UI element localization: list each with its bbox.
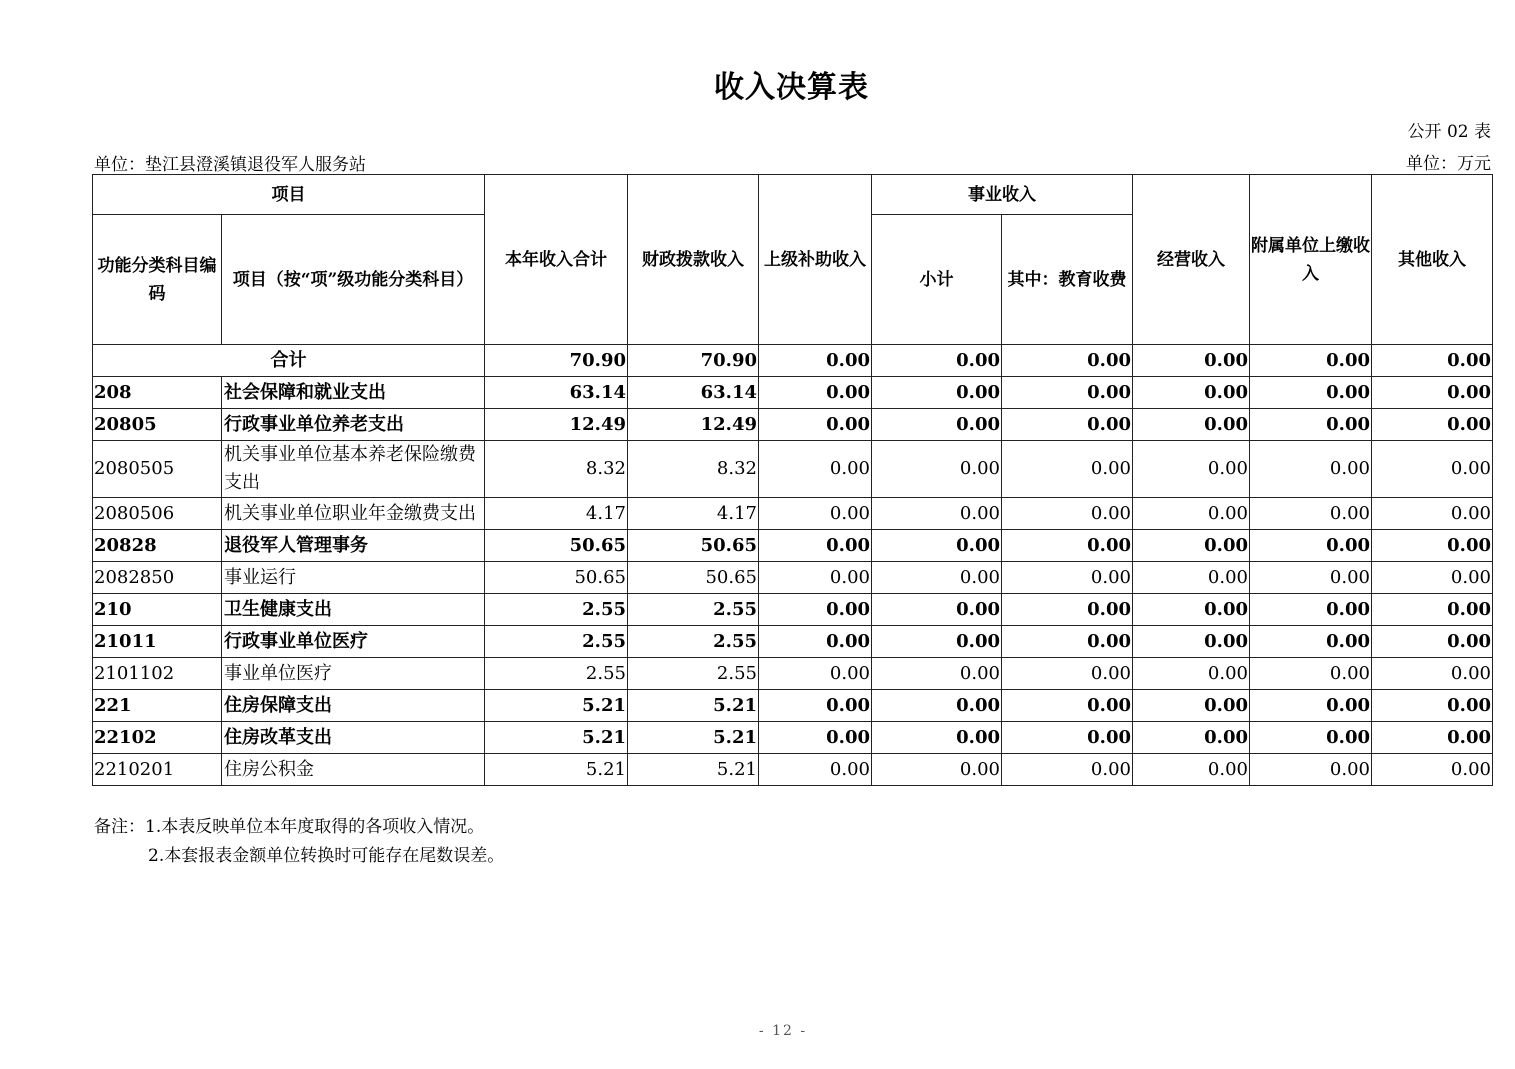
cell-operating: 0.00 — [1133, 658, 1250, 690]
cell-business-edu: 0.00 — [1002, 658, 1133, 690]
table-row — [93, 562, 1493, 594]
cell-fiscal: 5.21 — [628, 754, 759, 786]
cell-affiliated: 0.00 — [1250, 409, 1372, 441]
cell-business-subtotal: 0.00 — [872, 626, 1002, 658]
total-business-edu: 0.00 — [1002, 345, 1133, 377]
cell-business-edu: 0.00 — [1002, 530, 1133, 562]
form-number: 公开 02 表 — [1407, 122, 1491, 142]
cell-other: 0.00 — [1372, 377, 1493, 409]
cell-other: 0.00 — [1372, 530, 1493, 562]
cell-business-edu: 0.00 — [1002, 562, 1133, 594]
total-operating: 0.00 — [1133, 345, 1250, 377]
cell-superior: 0.00 — [759, 498, 872, 530]
table-row — [93, 498, 1493, 530]
note-1: 备注：1.本表反映单位本年度取得的各项收入情况。 — [94, 817, 485, 837]
table-row — [93, 409, 1493, 441]
cell-other: 0.00 — [1372, 594, 1493, 626]
cell-total: 5.21 — [485, 690, 628, 722]
cell-name: 事业单位医疗 — [222, 658, 485, 690]
cell-affiliated: 0.00 — [1250, 690, 1372, 722]
cell-code: 2080505 — [93, 441, 222, 498]
cell-superior: 0.00 — [759, 530, 872, 562]
total-superior: 0.00 — [759, 345, 872, 377]
cell-superior: 0.00 — [759, 626, 872, 658]
cell-total: 63.14 — [485, 377, 628, 409]
cell-affiliated: 0.00 — [1250, 658, 1372, 690]
cell-operating: 0.00 — [1133, 754, 1250, 786]
unit-name: 单位：垫江县澄溪镇退役军人服务站 — [94, 155, 366, 175]
cell-total: 2.55 — [485, 658, 628, 690]
cell-total: 50.65 — [485, 530, 628, 562]
cell-affiliated: 0.00 — [1250, 722, 1372, 754]
cell-name: 机关事业单位基本养老保险缴费支出 — [222, 441, 485, 498]
cell-affiliated: 0.00 — [1250, 754, 1372, 786]
cell-business-subtotal: 0.00 — [872, 530, 1002, 562]
cell-other: 0.00 — [1372, 498, 1493, 530]
cell-fiscal: 12.49 — [628, 409, 759, 441]
cell-name: 机关事业单位职业年金缴费支出 — [222, 498, 485, 530]
cell-business-edu: 0.00 — [1002, 594, 1133, 626]
cell-name: 住房改革支出 — [222, 722, 485, 754]
cell-business-subtotal: 0.00 — [872, 722, 1002, 754]
cell-total: 5.21 — [485, 754, 628, 786]
header-business-edu: 其中：教育收费 — [1002, 215, 1133, 345]
table-row — [93, 594, 1493, 626]
table-row — [93, 441, 1493, 498]
cell-business-edu: 0.00 — [1002, 626, 1133, 658]
cell-code: 208 — [93, 377, 222, 409]
table-body — [93, 345, 1493, 786]
header-fiscal: 财政拨款收入 — [628, 175, 759, 345]
cell-operating: 0.00 — [1133, 562, 1250, 594]
cell-code: 21011 — [93, 626, 222, 658]
cell-total: 4.17 — [485, 498, 628, 530]
cell-code: 22102 — [93, 722, 222, 754]
cell-name: 社会保障和就业支出 — [222, 377, 485, 409]
cell-business-edu: 0.00 — [1002, 441, 1133, 498]
cell-fiscal: 4.17 — [628, 498, 759, 530]
total-other: 0.00 — [1372, 345, 1493, 377]
header-affiliated: 附属单位上缴收入 — [1250, 175, 1372, 345]
cell-business-subtotal: 0.00 — [872, 562, 1002, 594]
note-2: 2.本套报表金额单位转换时可能存在尾数误差。 — [148, 846, 505, 866]
cell-total: 2.55 — [485, 594, 628, 626]
cell-operating: 0.00 — [1133, 498, 1250, 530]
cell-code: 221 — [93, 690, 222, 722]
cell-business-subtotal: 0.00 — [872, 594, 1002, 626]
cell-total: 8.32 — [485, 441, 628, 498]
cell-operating: 0.00 — [1133, 409, 1250, 441]
cell-fiscal: 5.21 — [628, 722, 759, 754]
cell-other: 0.00 — [1372, 626, 1493, 658]
cell-superior: 0.00 — [759, 690, 872, 722]
cell-business-edu: 0.00 — [1002, 690, 1133, 722]
cell-affiliated: 0.00 — [1250, 441, 1372, 498]
cell-code: 2210201 — [93, 754, 222, 786]
cell-code: 210 — [93, 594, 222, 626]
cell-operating: 0.00 — [1133, 530, 1250, 562]
cell-fiscal: 5.21 — [628, 690, 759, 722]
cell-superior: 0.00 — [759, 754, 872, 786]
cell-superior: 0.00 — [759, 377, 872, 409]
cell-total: 50.65 — [485, 562, 628, 594]
cell-affiliated: 0.00 — [1250, 594, 1372, 626]
header-name: 项目（按“项”级功能分类科目） — [222, 215, 485, 345]
cell-business-edu: 0.00 — [1002, 722, 1133, 754]
page-number: - 12 - — [758, 1023, 808, 1039]
header-total: 本年收入合计 — [485, 175, 628, 345]
cell-fiscal: 63.14 — [628, 377, 759, 409]
cell-other: 0.00 — [1372, 409, 1493, 441]
cell-operating: 0.00 — [1133, 594, 1250, 626]
currency-unit: 单位：万元 — [1406, 154, 1491, 174]
cell-business-edu: 0.00 — [1002, 498, 1133, 530]
header-other: 其他收入 — [1372, 175, 1493, 345]
table-header — [93, 175, 1493, 345]
cell-code: 20828 — [93, 530, 222, 562]
cell-other: 0.00 — [1372, 690, 1493, 722]
cell-name: 卫生健康支出 — [222, 594, 485, 626]
cell-superior: 0.00 — [759, 562, 872, 594]
cell-affiliated: 0.00 — [1250, 562, 1372, 594]
header-operating: 经营收入 — [1133, 175, 1250, 345]
cell-total: 2.55 — [485, 626, 628, 658]
cell-other: 0.00 — [1372, 658, 1493, 690]
total-label: 合计 — [93, 345, 485, 377]
cell-superior: 0.00 — [759, 409, 872, 441]
cell-superior: 0.00 — [759, 594, 872, 626]
cell-total: 12.49 — [485, 409, 628, 441]
cell-fiscal: 8.32 — [628, 441, 759, 498]
cell-code: 2082850 — [93, 562, 222, 594]
cell-operating: 0.00 — [1133, 722, 1250, 754]
table-row — [93, 754, 1493, 786]
cell-superior: 0.00 — [759, 722, 872, 754]
cell-affiliated: 0.00 — [1250, 377, 1372, 409]
total-total: 70.90 — [485, 345, 628, 377]
cell-code: 2101102 — [93, 658, 222, 690]
header-item: 项目 — [93, 175, 485, 215]
table-row — [93, 722, 1493, 754]
cell-other: 0.00 — [1372, 562, 1493, 594]
cell-business-subtotal: 0.00 — [872, 377, 1002, 409]
cell-fiscal: 2.55 — [628, 626, 759, 658]
total-affiliated: 0.00 — [1250, 345, 1372, 377]
header-superior: 上级补助收入 — [759, 175, 872, 345]
cell-affiliated: 0.00 — [1250, 626, 1372, 658]
cell-business-subtotal: 0.00 — [872, 754, 1002, 786]
cell-code: 20805 — [93, 409, 222, 441]
cell-name: 住房公积金 — [222, 754, 485, 786]
cell-business-subtotal: 0.00 — [872, 658, 1002, 690]
table-row — [93, 377, 1493, 409]
cell-name: 退役军人管理事务 — [222, 530, 485, 562]
cell-operating: 0.00 — [1133, 690, 1250, 722]
total-fiscal: 70.90 — [628, 345, 759, 377]
cell-business-edu: 0.00 — [1002, 409, 1133, 441]
table-row — [93, 626, 1493, 658]
header-business: 事业收入 — [872, 175, 1133, 215]
cell-operating: 0.00 — [1133, 441, 1250, 498]
cell-code: 2080506 — [93, 498, 222, 530]
page-title: 收入决算表 — [714, 70, 869, 105]
cell-affiliated: 0.00 — [1250, 498, 1372, 530]
cell-business-subtotal: 0.00 — [872, 498, 1002, 530]
cell-other: 0.00 — [1372, 441, 1493, 498]
table-row — [93, 690, 1493, 722]
cell-business-subtotal: 0.00 — [872, 690, 1002, 722]
header-code: 功能分类科目编码 — [93, 215, 222, 345]
cell-name: 行政事业单位医疗 — [222, 626, 485, 658]
cell-name: 住房保障支出 — [222, 690, 485, 722]
income-table — [92, 174, 1493, 786]
cell-business-edu: 0.00 — [1002, 377, 1133, 409]
table-row — [93, 658, 1493, 690]
cell-operating: 0.00 — [1133, 377, 1250, 409]
cell-superior: 0.00 — [759, 658, 872, 690]
cell-name: 行政事业单位养老支出 — [222, 409, 485, 441]
cell-business-subtotal: 0.00 — [872, 441, 1002, 498]
cell-fiscal: 2.55 — [628, 594, 759, 626]
total-business-subtotal: 0.00 — [872, 345, 1002, 377]
cell-name: 事业运行 — [222, 562, 485, 594]
cell-business-edu: 0.00 — [1002, 754, 1133, 786]
cell-superior: 0.00 — [759, 441, 872, 498]
cell-other: 0.00 — [1372, 722, 1493, 754]
cell-affiliated: 0.00 — [1250, 530, 1372, 562]
cell-fiscal: 50.65 — [628, 530, 759, 562]
total-row — [93, 345, 1493, 377]
cell-total: 5.21 — [485, 722, 628, 754]
cell-business-subtotal: 0.00 — [872, 409, 1002, 441]
table-row — [93, 530, 1493, 562]
cell-fiscal: 2.55 — [628, 658, 759, 690]
header-business-subtotal: 小计 — [872, 215, 1002, 345]
cell-fiscal: 50.65 — [628, 562, 759, 594]
cell-other: 0.00 — [1372, 754, 1493, 786]
cell-operating: 0.00 — [1133, 626, 1250, 658]
